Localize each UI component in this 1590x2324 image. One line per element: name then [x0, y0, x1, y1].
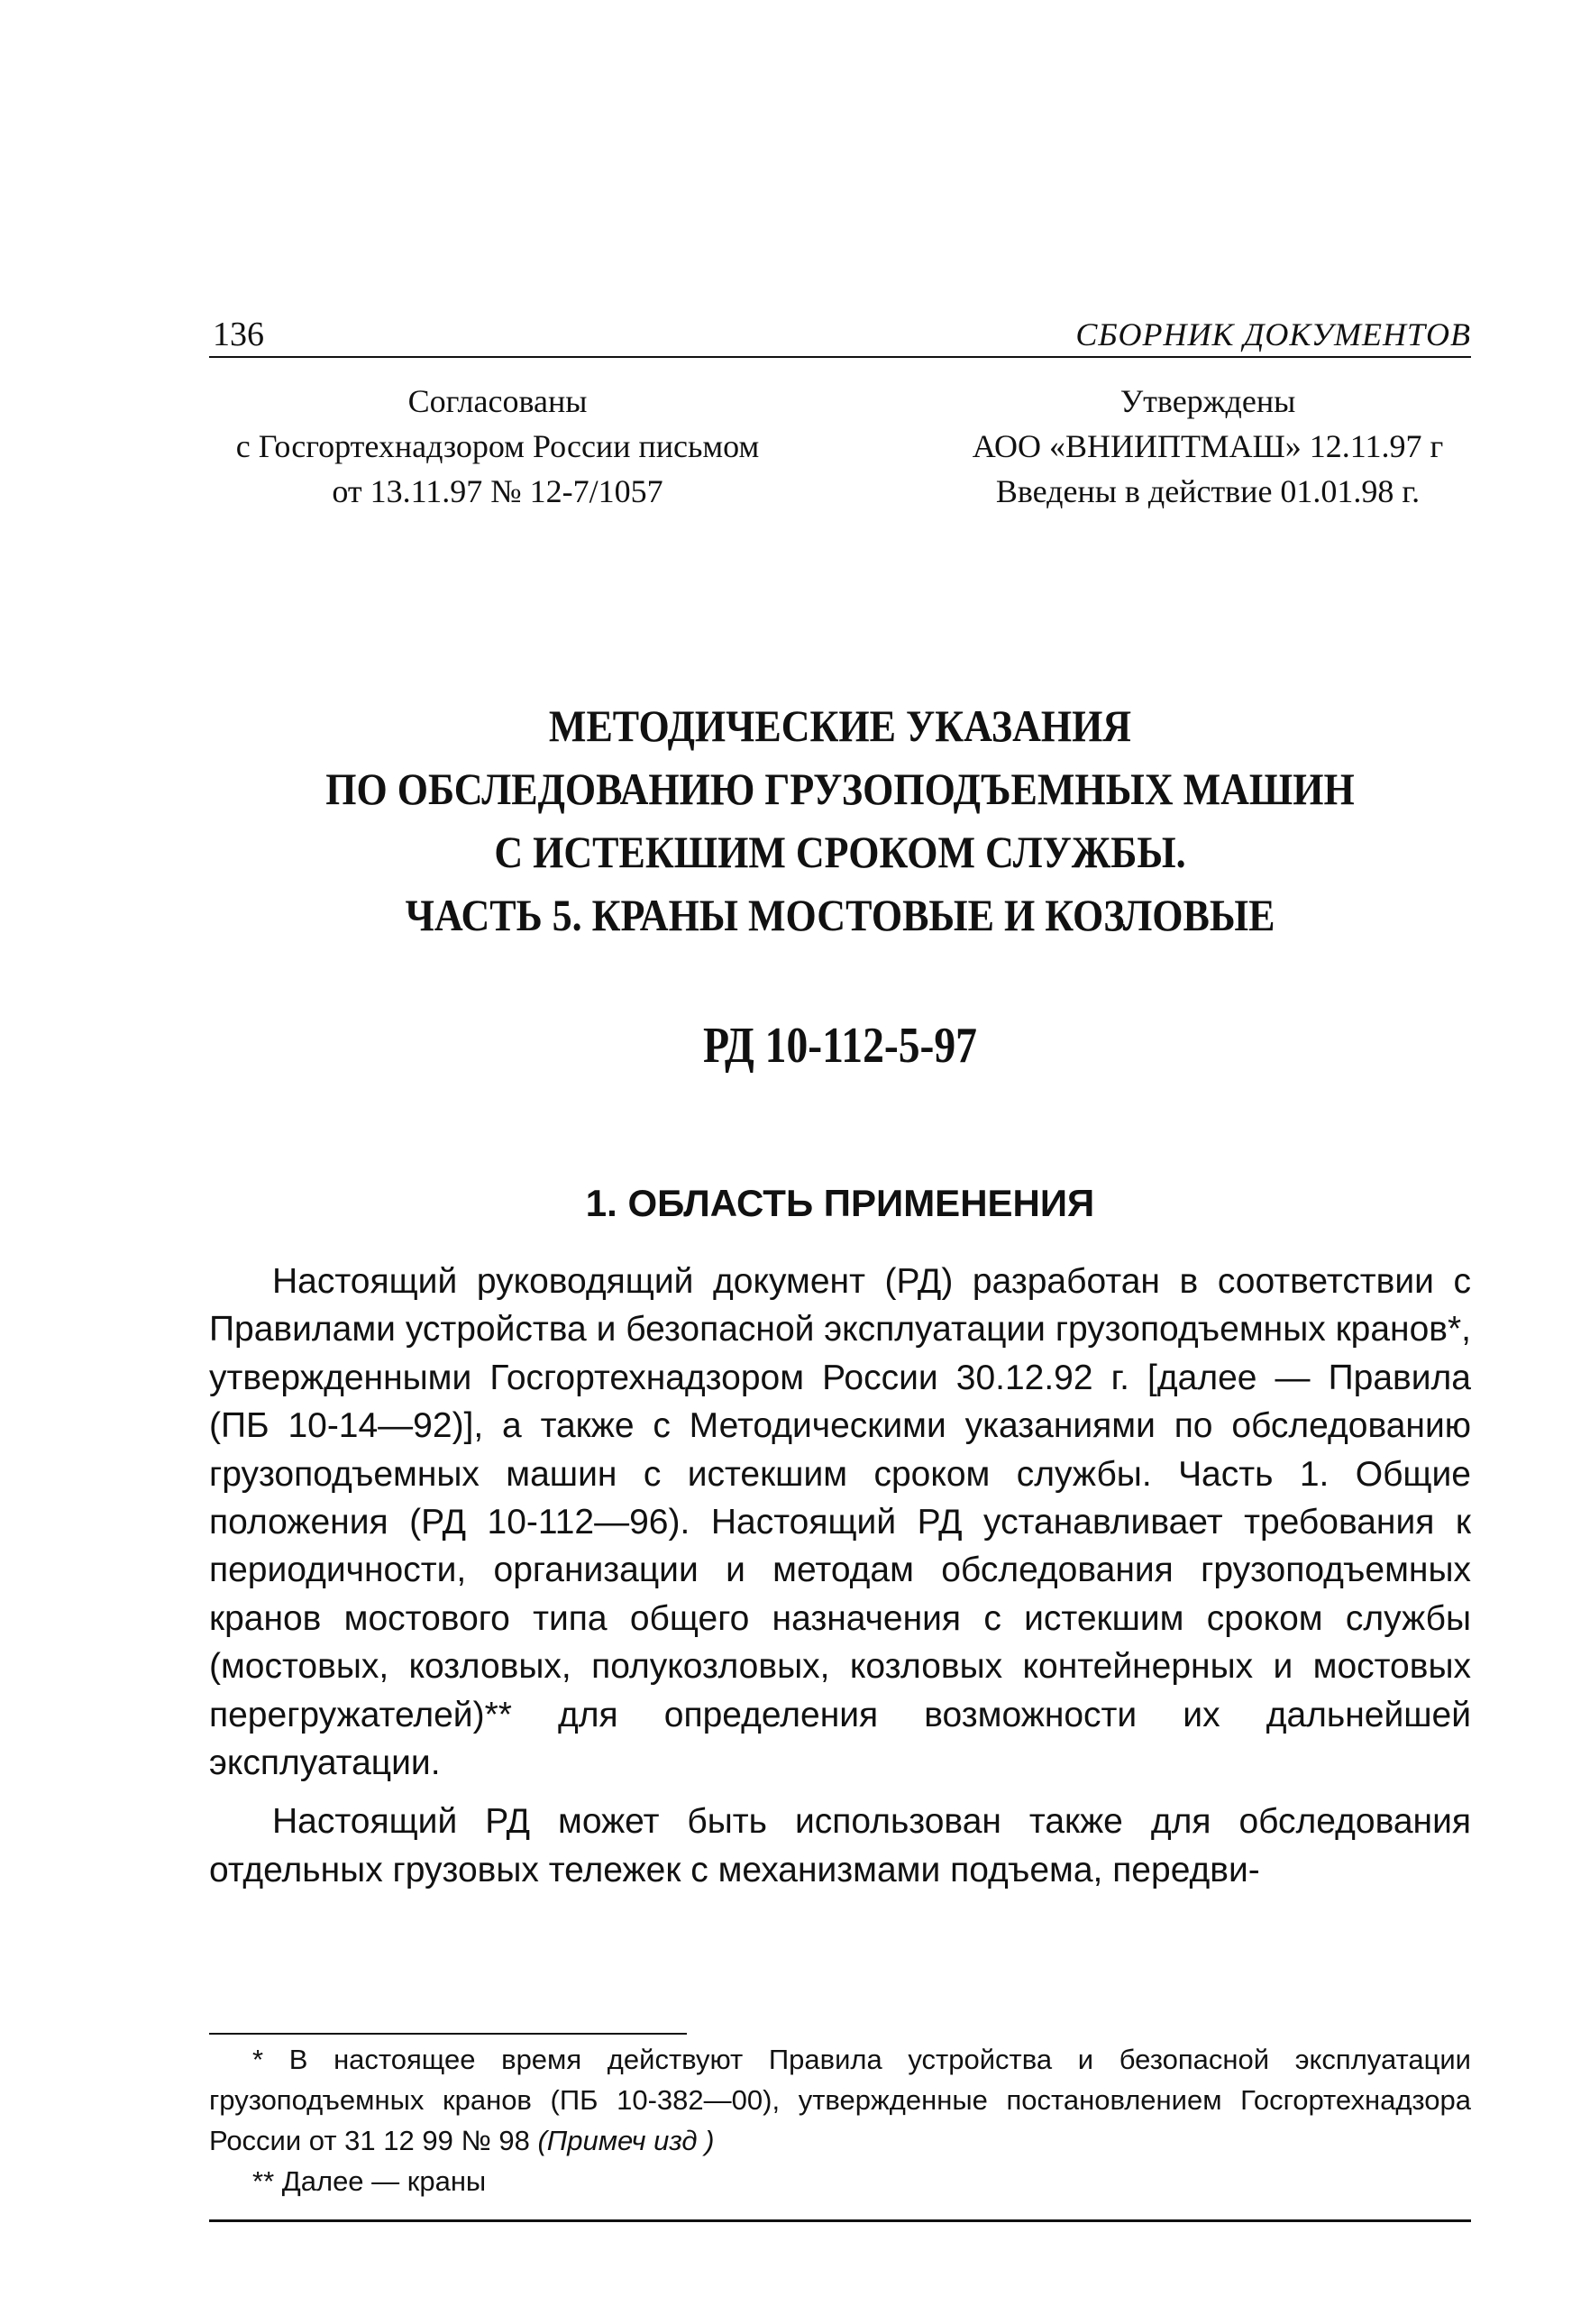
title-line: С ИСТЕКШИМ СРОКОМ СЛУЖБЫ.: [494, 827, 1186, 877]
approval-agreed-line: от 13.11.97 № 12-7/1057: [332, 473, 663, 509]
body-text: [209, 1258, 1471, 1894]
approval-agreed-block: [209, 379, 786, 514]
approval-approved-line: АОО «ВНИИПТМАШ» 12.11.97 г: [972, 428, 1444, 464]
footnotes: [209, 2039, 1471, 2201]
approval-approved-line: Утверждены: [1119, 383, 1296, 419]
running-header: [209, 311, 1471, 358]
section-heading: 1. ОБЛАСТЬ ПРИМЕНЕНИЯ: [585, 1182, 1095, 1224]
approval-agreed-line: с Госгортехнадзором России письмом: [235, 428, 760, 464]
body-paragraph: Настоящий руководящий документ (РД) разработан в соответствии с Правилами устройства и безопасной эксплуатации грузоподъемных кранов*, утвержденными Госгортехнадзором России 30.12.92 г. [далее — Правила (ПБ 10-14—92)], а также с Методическими указаниями по обследованию грузоподъемных машин с истекшим сроком службы. Часть 1. Общие положения (РД 10-112—96). Настоящий РД устанавливает требования к периодичности, организации и методам обследования грузоподъемных кранов мостового типа общего назначения с истекшим сроком службы (мостовых, козловых, полукозловых, козловых контейнерных и мостовых перегружателей)** для определения возможности их дальнейшей эксплуатации.: [209, 1262, 1471, 1783]
bottom-divider: [209, 2219, 1471, 2222]
approval-approved-block: [937, 379, 1478, 514]
document-code: РД 10-112-5-97: [703, 1018, 977, 1074]
title-line: ЧАСТЬ 5. КРАНЫ МОСТОВЫЕ И КОЗЛОВЫЕ: [405, 890, 1275, 940]
footnote: [209, 2039, 1471, 2161]
body-paragraph: Настоящий РД может быть использован также для обследования отдельных грузовых тележек с механизмами подъема, передви-: [209, 1802, 1471, 1889]
title-line: МЕТОДИЧЕСКИЕ УКАЗАНИЯ: [548, 700, 1132, 751]
running-title: СБОРНИК ДОКУМЕНТОВ: [1075, 316, 1471, 352]
approval-approved-line: Введены в действие 01.01.98 г.: [995, 473, 1421, 509]
footnote: ** Далее — краны: [252, 2165, 487, 2197]
title-line: ПО ОБСЛЕДОВАНИЮ ГРУЗОПОДЪЕМНЫХ МАШИН: [325, 764, 1355, 814]
editor-note: (Примеч изд ): [537, 2125, 715, 2156]
page-number: 136: [213, 316, 264, 353]
footnote-divider: [209, 2033, 687, 2035]
footnote-text: * В настоящее время действуют Правила устройства и безопасной эксплуатации грузоподъемных кранов (ПБ 10-382—00), утвержденные постановлением Госгортехнадзора России от 31 12 99 № 98: [209, 2044, 1471, 2156]
approval-agreed-line: Согласованы: [407, 383, 588, 419]
document-title: [285, 694, 1395, 947]
